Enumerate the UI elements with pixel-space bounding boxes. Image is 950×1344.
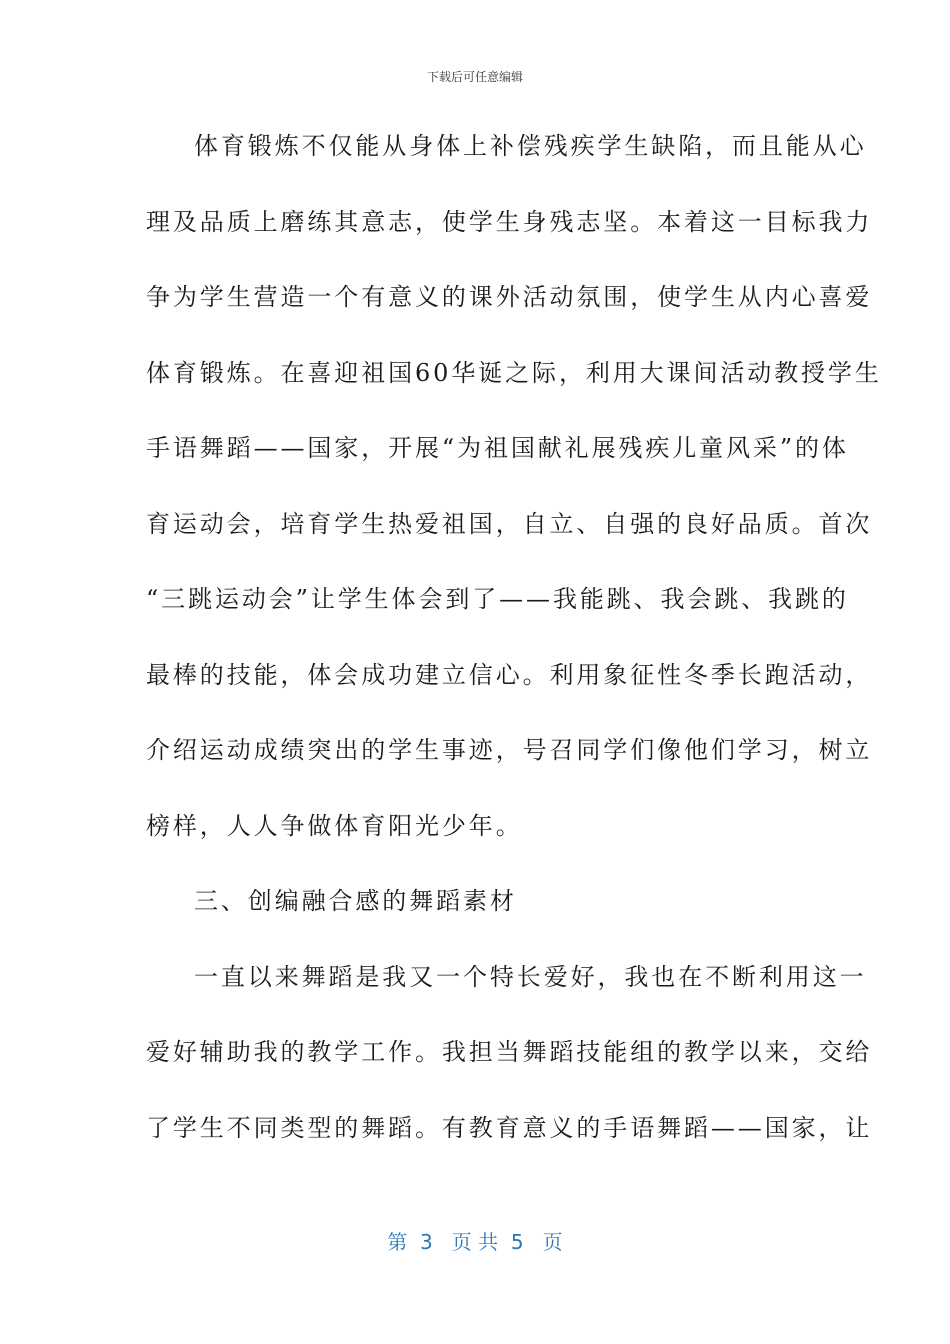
paragraph-line: 榜样，人人争做体育阳光少年。 xyxy=(146,811,523,840)
paragraph-line: 一直以来舞蹈是我又一个特长爱好，我也在不断利用这一 xyxy=(194,962,867,991)
paragraph-line: 手语舞蹈——国家，开展“为祖国献礼展残疾儿童风采”的体 xyxy=(146,434,849,462)
paragraph-line: 体育锻炼。在喜迎祖国60华诞之际，利用大课间活动教授学生 xyxy=(146,358,882,387)
paragraph-line: 爱好辅助我的教学工作。我担当舞蹈技能组的教学以来，交给 xyxy=(146,1038,873,1066)
paragraph-line: “三跳运动会”让学生体会到了——我能跳、我会跳、我跳的 xyxy=(146,585,849,613)
section-heading: 三、创编融合感的舞蹈素材 xyxy=(194,887,517,915)
paragraph-line: 了学生不同类型的舞蹈。有教育意义的手语舞蹈——国家，让 xyxy=(146,1113,873,1142)
paragraph-line: 育运动会，培育学生热爱祖国，自立、自强的良好品质。首次 xyxy=(146,509,873,538)
page-number-footer: 第 3 页 共 5 页 xyxy=(387,1230,563,1254)
paragraph-line: 最棒的技能，体会成功建立信心。利用象征性冬季长跑活动， xyxy=(146,660,873,689)
paragraph-line: 争为学生营造一个有意义的课外活动氛围，使学生从内心喜爱 xyxy=(146,283,873,311)
document-body xyxy=(146,124,882,1181)
paragraph-line: 理及品质上磨练其意志，使学生身残志坚。本着这一目标我力 xyxy=(146,207,873,236)
paragraph-line: 介绍运动成绩突出的学生事迹，号召同学们像他们学习，树立 xyxy=(146,736,873,764)
paragraph-line: 体育锻炼不仅能从身体上补偿残疾学生缺陷，而且能从心 xyxy=(194,132,867,160)
header-note: 下载后可任意编辑 xyxy=(426,70,523,84)
